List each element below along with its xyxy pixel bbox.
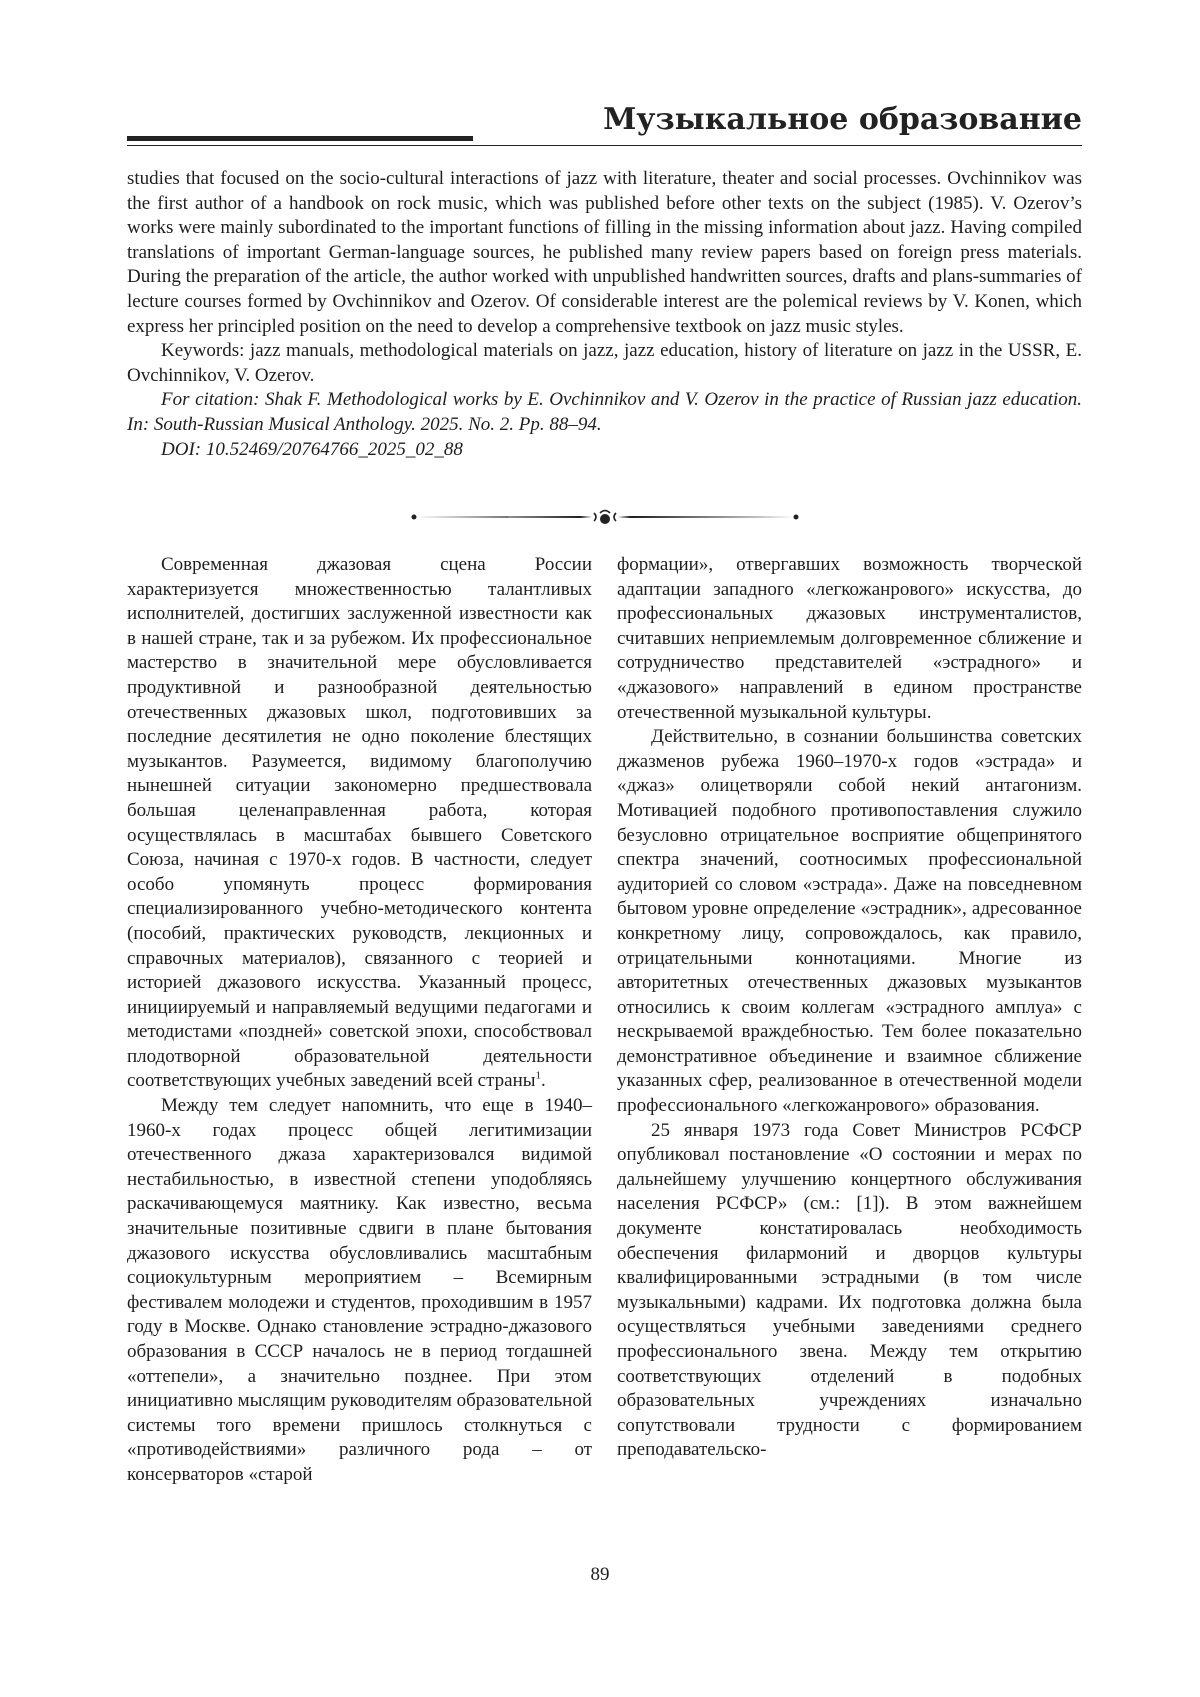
paragraph-text: Современная джазовая сцена России характеризуется множественностью талантливых исполнителей, достигших заслуженной известности как в нашей стране, так и за рубежом. Их профессиональное мастерство в значительной мере обусловливается продуктивной и разнообразной деятельностью отечественных джазовых школ, подготовивших за последние десятилетия не одно поколение блестящих музыкантов. Разумеется, видимому благополучию нынешней ситуации закономерно предшествовала большая целенаправленная работа, которая осуществлялась в масштабах бывшего Советского Союза, начиная с 1970-х годов. В частности, следует особо упомянуть процесс формирования специализированного учебно-методического контента (пособий, практических руководств, лекционных и справочных материалов), связанного с теорией и историей джазового искусства. Указанный процесс, инициируемый и направляемый ведущими педагогами и методистами «поздней» советской эпохи, способствовал плодотворной образовательной деятельности соответствующих учебных заведений всей страны <box>127 554 592 1092</box>
body-column-left <box>127 553 592 1488</box>
doi: DOI: 10.52469/20764766_2025_02_88 <box>161 438 463 460</box>
paragraph: Между тем следует напомнить, что еще в 1940–1960-х годах процесс общей легитимизации отечественного джаза характеризовался видимой нестабильностью, в известной степени уподобляясь раскачивающемуся маятнику. Как известно, весьма значительные позитивные сдвиги в плане бытования джазового искусства обусловливались масштабным социокультурным мероприятием – Всемирным фестивалем молодежи и студентов, проходившим в 1957 году в Москве. Однако становление эстрадно-джазового образования в СССР началось не в период тогдашней «оттепели», а значительно позднее. При этом инициативно мыслящим руководителям образовательной системы того времени пришлось столкнуться с «противодействиями» различного рода – от консерваторов «старой <box>127 1095 592 1485</box>
paragraph-end: . <box>541 1070 546 1092</box>
footnote-reference[interactable]: 1 <box>535 1070 541 1083</box>
section-title: Музыкальное образование <box>603 102 1082 137</box>
keywords: Keywords: jazz manuals, methodological materials on jazz, jazz education, history of literature on jazz in the USSR, E. Ovchinnikov, V. Ozerov. <box>127 340 1082 386</box>
citation: For citation: Shak F. Methodological works by E. Ovchinnikov and V. Ozerov in the practice of Russian jazz education. In: South-Russian Musical Anthology. 2025. No. 2. Pp. 88–94. <box>127 389 1082 435</box>
paragraph: 25 января 1973 года Совет Министров РСФСР опубликовал постановление «О состоянии и мерах по дальнейшему улучшению концертного обслуживания населения РСФСР» (см.: [1]). В этом важнейшем документе констатировалась необходимость обеспечения филармоний и дворцов культуры квалифицированными эстрадными (в том числе музыкальными) кадрами. Их подготовка должна была осуществляться учебными заведениями среднего профессионального звена. Между тем открытию соответствующих отделений в подобных образовательных учреждениях изначально сопутствовали трудности с формированием преподавательско- <box>617 1119 1082 1461</box>
paragraph: Действительно, в сознании большинства советских джазменов рубежа 1960–1970-х годов «эстрада» и «джаз» олицетворяли собой некий антагонизм. Мотивацией подобного противопоставления служило безусловно отрицательное восприятие общепринятого спектра значений, соотносимых профессиональной аудиторией со словом «эстрада». Даже на повседневном бытовом уровне определение «эстрадник», адресованное конкретному лицу, сопровождалось, как правило, отрицательными коннотациями. Многие из авторитетных отечественных джазовых музыкантов относились к своим коллегам «эстрадного амплуа» с нескрываемой враждебностью. Тем более показательно демонстративное объединение и взаимное сближение указанных сфер, реализованное в отечественной модели профессионального «легкожанрового» образования. <box>617 726 1082 1117</box>
section-divider-ornament <box>410 505 800 529</box>
abstract <box>127 167 1082 462</box>
page-number: 89 <box>590 1564 610 1585</box>
body-column-right <box>617 553 1082 1463</box>
paragraph: формации», отвергавших возможность творческой адаптации западного «легкожанрового» искусства, до профессиональных джазовых инструменталистов, считавших неприемлемым долговременное сближение и сотрудничество представителей «эстрадного» и «джазового» направлений в едином пространстве отечественной музыкальной культуры. <box>617 554 1082 723</box>
header-rule-thick <box>127 136 473 141</box>
running-header <box>127 100 1082 152</box>
abstract-body: studies that focused on the socio-cultural interactions of jazz with literature, theater and social processes. Ovchinnikov was the first author of a handbook on rock music, which was published before other texts on the subject (1985). V. Ozerov’s works were mainly subordinated to the important functions of filling in the missing information about jazz. Having compiled translations of important German-language sources, he published many review papers based on foreign press materials. During the preparation of the article, the author worked with unpublished handwritten sources, drafts and plans-summaries of lecture courses formed by Ovchinnikov and Ozerov. Of considerable interest are the polemical reviews by V. Konen, which express her principled position on the need to develop a comprehensive textbook on jazz music styles. <box>127 168 1082 337</box>
header-rule-thin <box>127 145 1082 146</box>
paragraph <box>127 553 592 1094</box>
